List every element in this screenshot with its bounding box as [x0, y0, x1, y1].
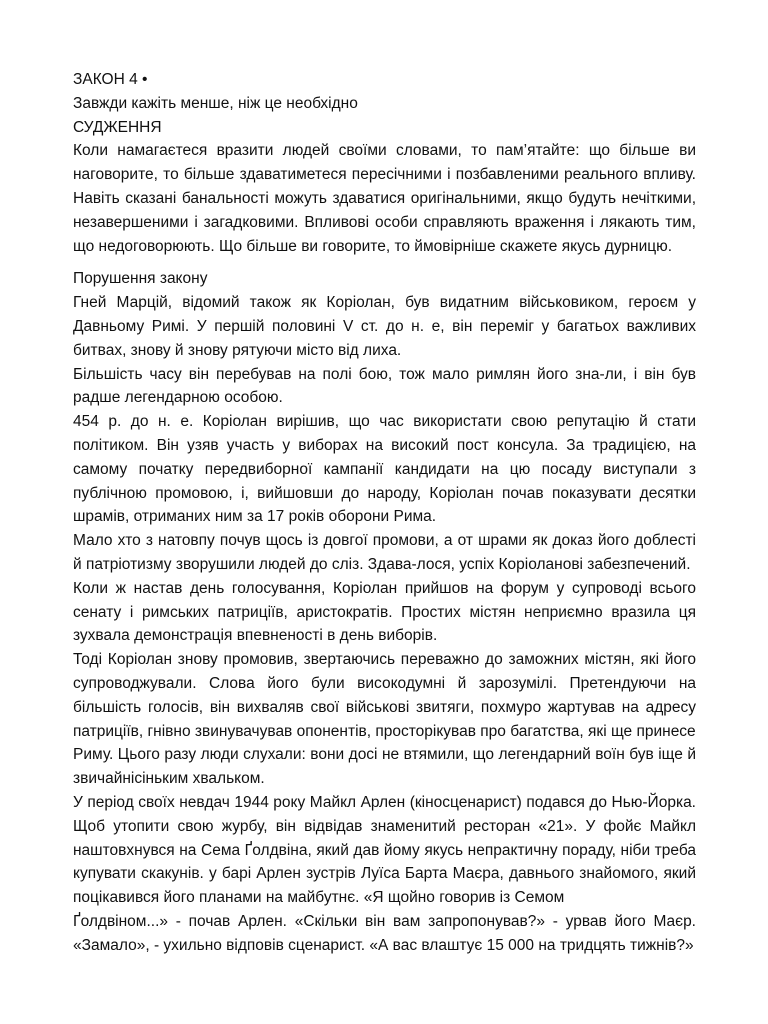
document-page [73, 68, 696, 957]
paragraph: У період своїх невдач 1944 року Майкл Арлен (кіносценарист) подався до Нью-Йорка. Щоб утопити свою журбу, він відвідав знаменитий ресторан «21». У фойє Майкл наштовхнувся на Сема Ґолдвіна, який дав йому якусь непрактичну пораду, ніби треба купувати скакунів. у барі Арлен зустрів Луїса Барта Маєра, давнього знайомого, який поцікавився його планами на майбутнє. «Я щойно говорив із Семом [73, 793, 696, 907]
violation-heading: Порушення закону [73, 270, 208, 288]
judgement-heading: СУДЖЕННЯ [73, 118, 162, 136]
paragraph: 454 р. до н. е. Коріолан вирішив, що час використати свою репутацію й стати політиком. Він узяв участь у виборах на високий пост консула. За традицією, на самому початку передвиборної кампанії кандидати на цю посаду виступали з публічною промовою, і, вийшовши до народу, Коріолан почав показувати десятки шрамів, отриманих ним за 17 років оборони Рима. [73, 413, 696, 526]
paragraph: Ґолдвіном...» - почав Арлен. «Скільки він вам запропонував?» - урвав його Маєр. «Замало», - ухильно відповів сценарист. «А вас влаштує 15 000 на тридцять тижнів?» [73, 912, 696, 954]
law-title: Завжди кажіть менше, ніж це необхідно [73, 94, 358, 112]
paragraph: Тоді Коріолан знову промовив, звертаючись переважно до заможних містян, які його супроводжували. Слова його були високодумні й зарозумілі. Претендуючи на більшість голосів, він вихваляв свої військові звитяги, похмуро жартував на адресу патриціїв, гнівно звинувачував опонентів, просторікував про багатства, які ще принесе [73, 651, 696, 740]
judgement-text: Коли намагаєтеся вразити людей своїми словами, то пам’ятайте: що більше ви наговорите, то більше здаватиметеся пересічними і позбавленими реального впливу. Навіть сказані банальності можуть здаватися оригінальними, якщо будуть нечіткими, незавершеними і загадковими. Впливові особи справляють враження і лякають тим, що недоговорюють. Що більше ви говорите, то ймовірніше скажете якусь дурницю. [73, 142, 696, 255]
section-spacer [73, 258, 696, 267]
paragraph: Більшість часу він перебував на полі бою, тож мало римлян його зна-ли, і він був радше легендарною особою. [73, 365, 696, 407]
paragraph: Коли ж настав день голосування, Коріолан прийшов на форум у супроводі всього сенату і римських патриціїв, аристократів. Простих містян неприємно вразила ця зухвала демонстрація впевненості в день виборів. [73, 579, 696, 645]
paragraph: Риму. Цього разу люди слухали: вони досі не втямили, що легендарний воїн був іще й звичайнісіньким хвальком. [73, 746, 696, 788]
law-number: ЗАКОН 4 • [73, 71, 148, 88]
paragraph: Мало хто з натовпу почув щось із довгої промови, а от шрами як доказ його доблесті й патріотизму зворушили людей до сліз. Здава-лося, успіх Коріоланові забезпечений. [73, 532, 696, 573]
paragraph: Гней Марцій, відомий також як Коріолан, був видатним військовиком, героєм у Давньому Римі. У першій половині V ст. до н. е, він переміг у багатьох важливих битвах, знову й знову рятуючи місто від лиха. [73, 294, 696, 359]
